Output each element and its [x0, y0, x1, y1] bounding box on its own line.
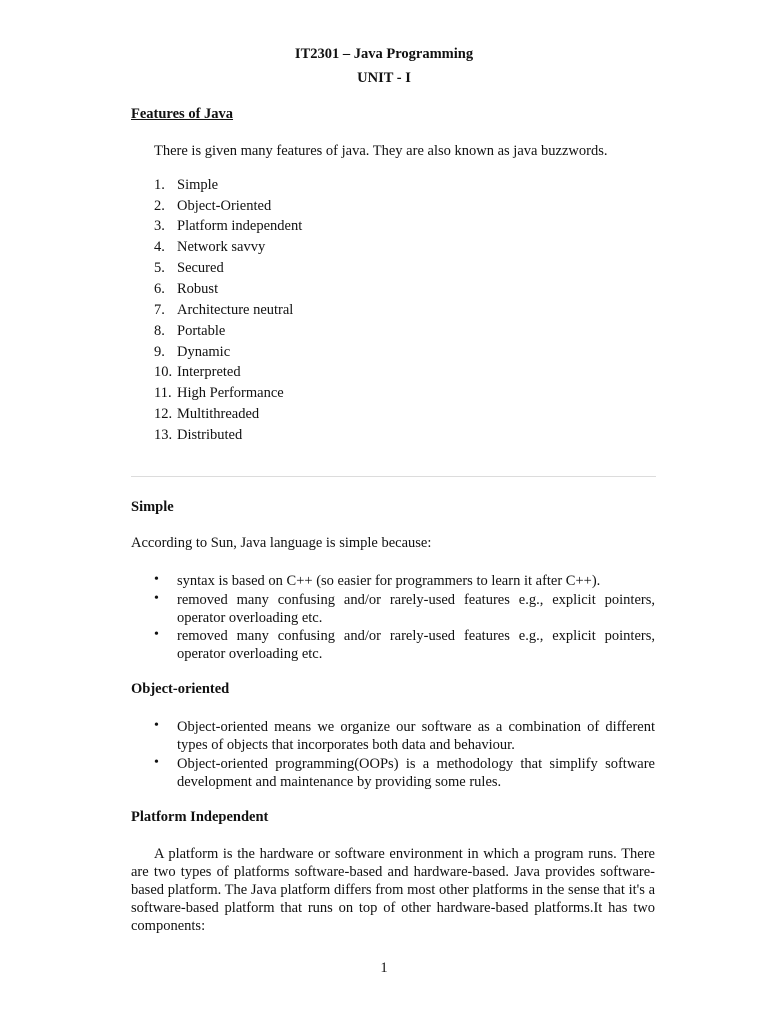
list-item: Object-oriented programming(OOPs) is a methodology that simplify software development and maintenance by providing some rules.: [177, 756, 655, 790]
page-number: 1: [380, 960, 388, 976]
list-item: 8. Portable: [154, 323, 226, 339]
platform-heading: Platform Independent: [131, 809, 269, 825]
list-item: Object-oriented means we organize our software as a combination of different types of objects that incorporates both data and behaviour.: [177, 719, 655, 753]
list-item: 4. Network savvy: [154, 239, 266, 255]
list-item: 7. Architecture neutral: [154, 302, 294, 318]
bullet-icon: •: [154, 627, 159, 642]
list-item: 9. Dynamic: [154, 344, 231, 360]
list-item: 6. Robust: [154, 281, 219, 297]
bullet-icon: •: [154, 755, 159, 770]
list-item: 13. Distributed: [154, 427, 243, 443]
list-item: 11. High Performance: [154, 385, 284, 401]
list-item: removed many confusing and/or rarely-used features e.g., explicit pointers, operator overloading etc.: [177, 592, 655, 626]
bullet-icon: •: [154, 572, 159, 587]
simple-intro: According to Sun, Java language is simple because:: [131, 535, 432, 551]
simple-heading: Simple: [131, 499, 174, 515]
unit-title: UNIT - I: [357, 70, 411, 86]
course-title: IT2301 – Java Programming: [294, 46, 474, 62]
features-heading: Features of Java: [131, 106, 234, 122]
list-item: 2. Object-Oriented: [154, 198, 272, 214]
platform-paragraph: A platform is the hardware or software environment in which a program runs. There are two types of platforms software-based and hardware-based. Java provides software-based platform. The Java platform differs from most other platforms in the sense that it's a software-based platform that runs on top of other hardware-based platforms.It has two components:: [131, 846, 655, 934]
list-item: 1. Simple: [154, 177, 219, 193]
list-item: 12. Multithreaded: [154, 406, 260, 422]
features-intro: There is given many features of java. They are also known as java buzzwords.: [154, 143, 608, 159]
bullet-icon: •: [154, 718, 159, 733]
section-divider: [131, 476, 656, 477]
object-oriented-heading: Object-oriented: [131, 681, 230, 697]
list-item: 3. Platform independent: [154, 218, 303, 234]
bullet-icon: •: [154, 591, 159, 606]
list-item: syntax is based on C++ (so easier for programmers to learn it after C++).: [177, 573, 601, 589]
list-item: 5. Secured: [154, 260, 224, 276]
list-item: 10. Interpreted: [154, 364, 241, 380]
list-item: removed many confusing and/or rarely-used features e.g., explicit pointers, operator overloading etc.: [177, 628, 655, 662]
